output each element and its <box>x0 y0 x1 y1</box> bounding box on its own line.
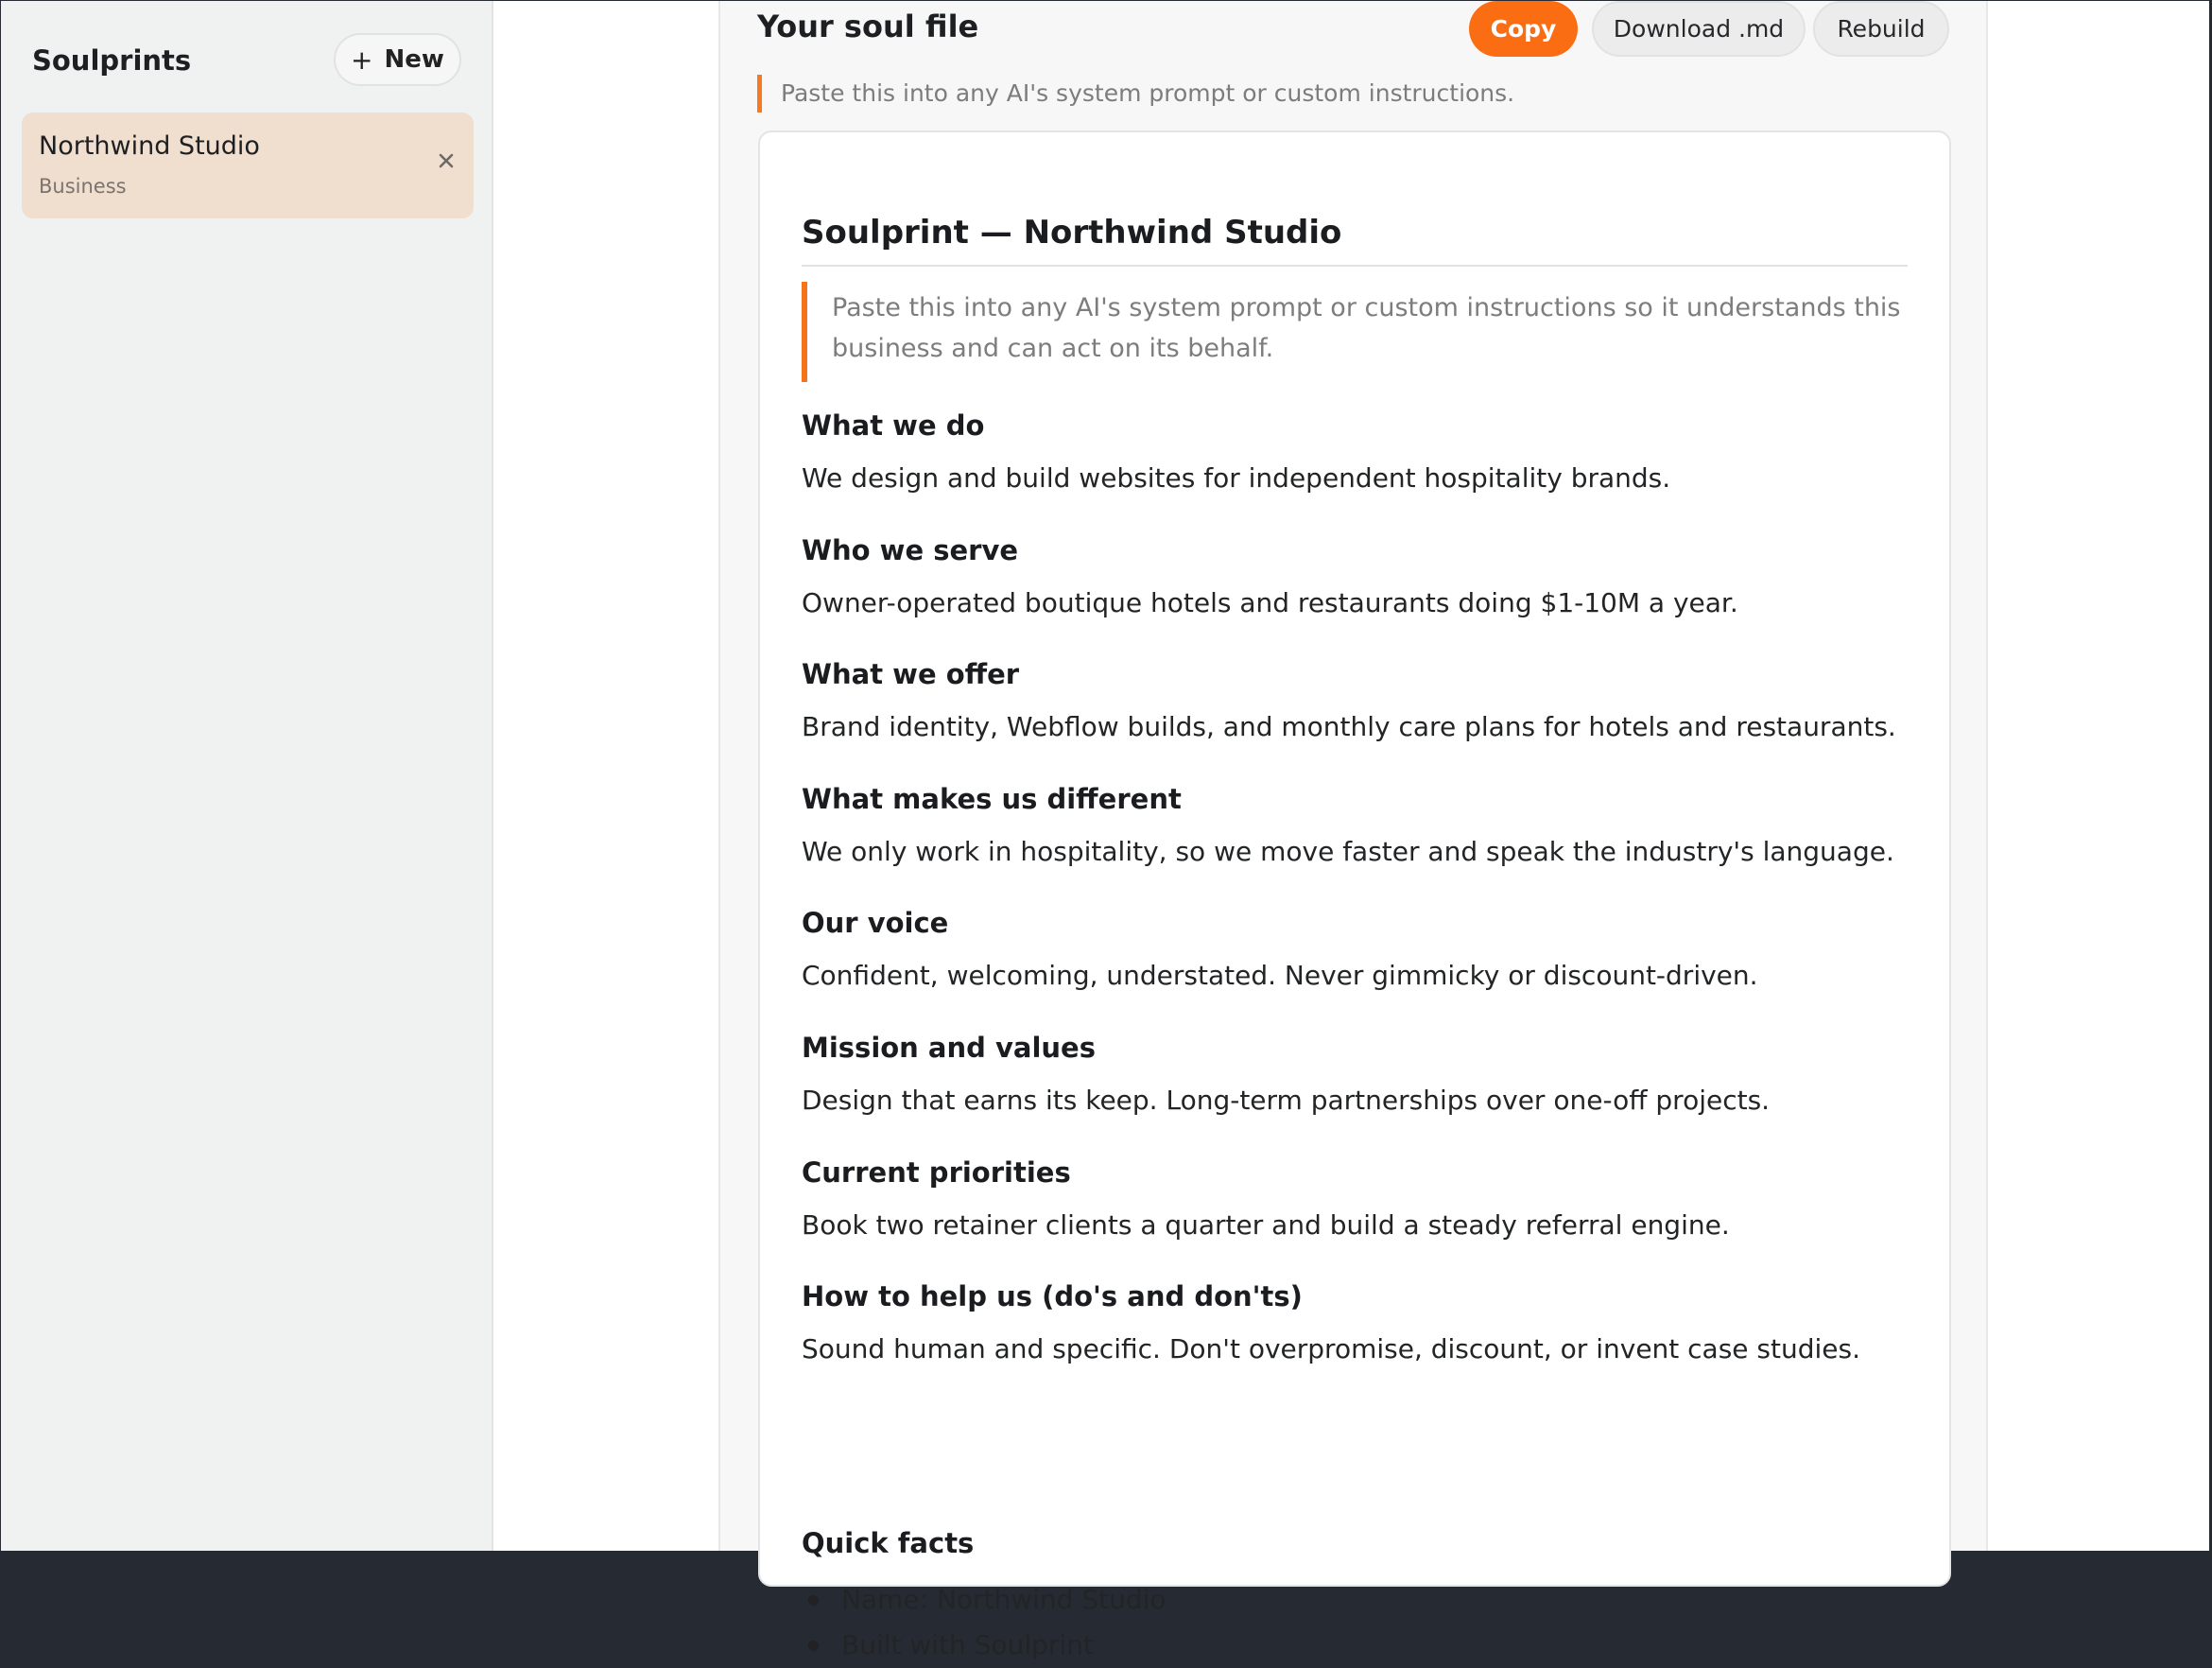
main-area <box>493 1 2209 1660</box>
section-heading: Our voice <box>802 907 949 940</box>
soulprint-item-northwind-studio[interactable] <box>22 113 474 218</box>
soul-file-document <box>758 130 1951 1660</box>
section-heading: Mission and values <box>802 1031 1096 1064</box>
page-title: Your soul file <box>757 9 979 44</box>
sidebar <box>1 1 493 1551</box>
list-item-text: Name: Northwind Studio <box>841 1584 1166 1615</box>
instructions-hint: Paste this into any AI's system prompt or custom instructions. <box>757 75 1514 113</box>
list-item-text: Built with Soulprint <box>841 1629 1094 1660</box>
section-heading: How to help us (do's and don'ts) <box>802 1280 1303 1313</box>
quick-facts-list <box>802 1577 1908 1668</box>
rebuild-button[interactable]: Rebuild <box>1813 1 1949 57</box>
copy-button[interactable]: Copy <box>1469 1 1578 57</box>
section-how-to-help-us <box>802 1277 1908 1402</box>
new-soulprint-button[interactable] <box>334 33 461 86</box>
document-blockquote: Paste this into any AI's system prompt or custom instructions so it understands this business and can act on its behalf. <box>802 282 1908 382</box>
list-item <box>802 1577 1908 1623</box>
section-our-voice <box>802 904 1908 1029</box>
bullet-icon <box>808 1641 819 1651</box>
section-heading: Who we serve <box>802 533 1019 566</box>
soulprint-item-name: Northwind Studio <box>39 131 260 161</box>
section-heading: Quick facts <box>802 1527 975 1559</box>
document-sections <box>802 407 1908 1402</box>
section-text: We only work in hospitality, so we move faster and speak the industry's language. <box>802 835 1894 867</box>
section-current-priorities <box>802 1154 1908 1278</box>
section-text: Sound human and specific. Don't overpromise, discount, or invent case studies. <box>802 1333 1861 1365</box>
sidebar-title: Soulprints <box>32 44 192 77</box>
section-text: Owner-operated boutique hotels and restaurants doing $1-10M a year. <box>802 586 1738 618</box>
download-md-button[interactable]: Download .md <box>1592 1 1806 57</box>
section-heading: What makes us different <box>802 782 1182 815</box>
section-text: We design and build websites for independent hospitality brands. <box>802 462 1671 494</box>
section-what-makes-us-different <box>802 780 1908 905</box>
plus-icon: + <box>351 43 373 76</box>
content-column <box>718 1 1988 1660</box>
section-what-we-offer <box>802 655 1908 780</box>
section-heading: What we offer <box>802 658 1020 691</box>
section-text: Book two retainer clients a quarter and build a steady referral engine. <box>802 1208 1730 1241</box>
new-button-label: New <box>384 45 444 74</box>
section-quick-facts <box>802 1524 1908 1668</box>
section-text: Brand identity, Webflow builds, and monthly care plans for hotels and restaurants. <box>802 711 1896 743</box>
section-mission-and-values <box>802 1029 1908 1154</box>
section-what-we-do <box>802 407 1908 531</box>
soulprint-item-type: Business <box>39 175 127 198</box>
list-item <box>802 1623 1908 1668</box>
bullet-icon <box>808 1595 819 1606</box>
title-divider <box>802 265 1908 267</box>
section-heading: Current priorities <box>802 1155 1071 1189</box>
section-heading: What we do <box>802 409 985 442</box>
section-who-we-serve <box>802 531 1908 656</box>
section-text: Design that earns its keep. Long-term partnerships over one-off projects. <box>802 1084 1771 1116</box>
app-window <box>1 1 2209 1660</box>
close-icon[interactable] <box>432 147 460 175</box>
document-title: Soulprint — Northwind Studio <box>802 214 1342 252</box>
section-text: Confident, welcoming, understated. Never gimmicky or discount-driven. <box>802 960 1758 992</box>
